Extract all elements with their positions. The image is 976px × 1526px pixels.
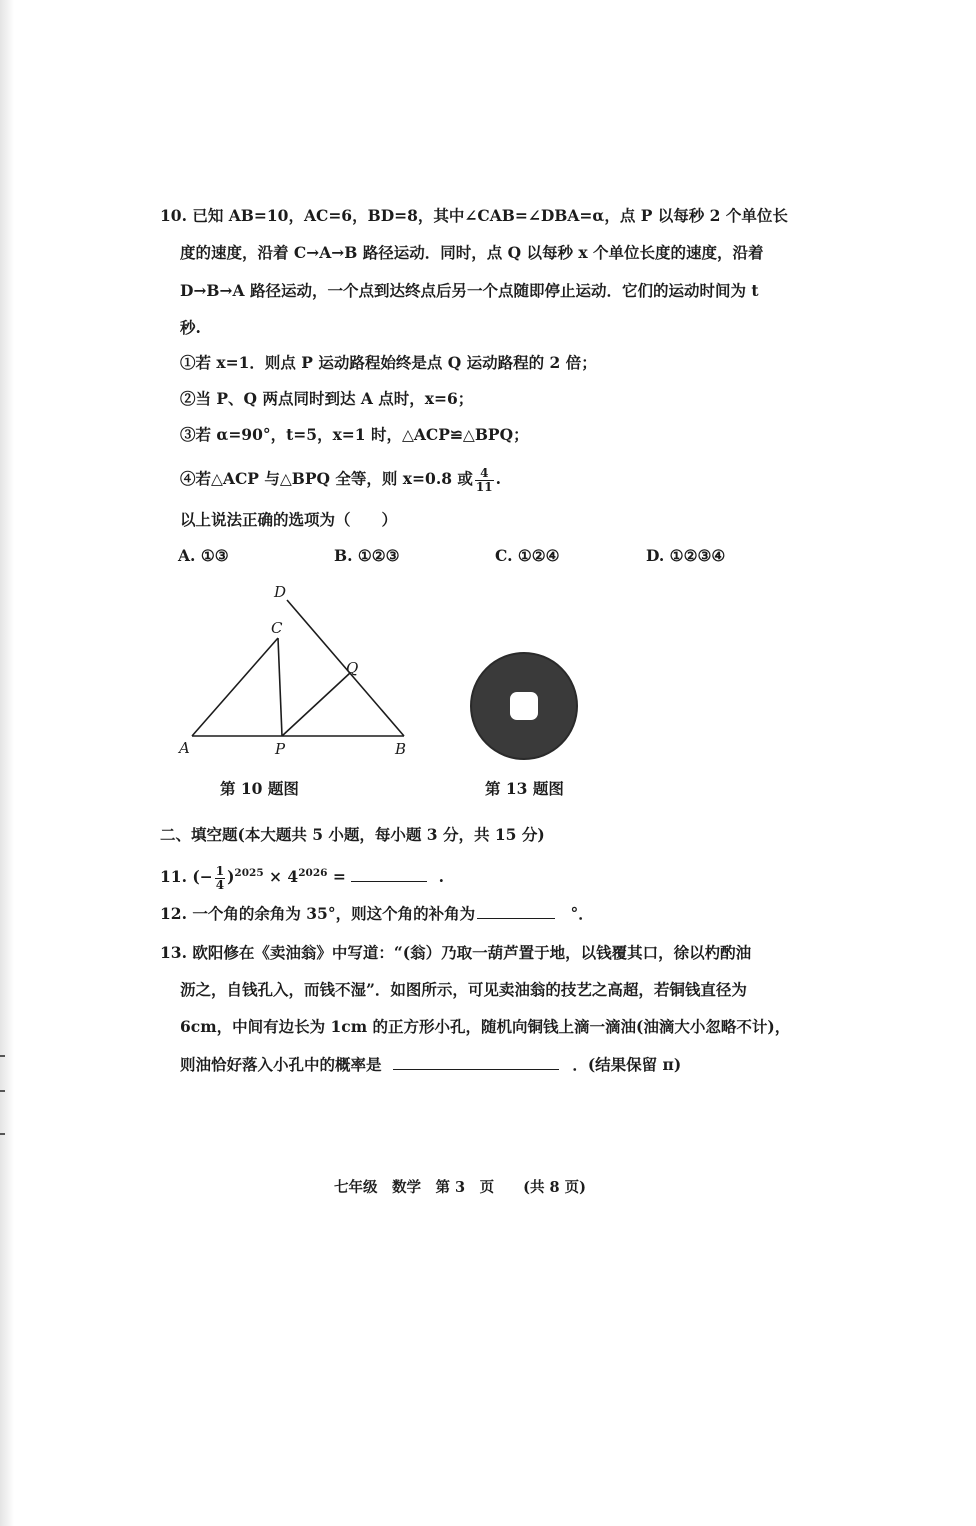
q10-statement-2: ②当 P、Q 两点同时到达 A 点时，x=6； (180, 389, 474, 408)
q10-statement-4-text: ④若△ACP 与△BPQ 全等，则 x=0.8 或 (180, 469, 473, 488)
q11-number: 11. (160, 867, 187, 887)
edge-mark (0, 1055, 5, 1057)
edge-mark (0, 1090, 5, 1092)
segment-pq (282, 673, 350, 736)
q13-figure-caption: 第 13 题图 (485, 779, 564, 798)
q11 (160, 856, 444, 894)
page-footer: 七年级 数学 第 3 页 (共 8 页) (334, 1179, 587, 1196)
q13-line-3: 6cm，中间有边长为 1cm 的正方形小孔，随机向铜钱上滴一滴油(油滴大小忽略不计)， (180, 1017, 791, 1036)
q13-number: 13. (160, 943, 187, 962)
q10-statement-4-end: . (495, 469, 502, 488)
section-2-heading: 二、填空题(本大题共 5 小题，每小题 3 分，共 15 分) (160, 825, 545, 844)
answer-blank[interactable] (351, 867, 427, 882)
option-d: D. ①②③④ (646, 546, 726, 565)
q11-end: . (438, 867, 445, 887)
fraction-numerator: 1 (215, 863, 225, 878)
label-p: P (275, 740, 286, 758)
answer-blank[interactable] (393, 1055, 559, 1070)
q12-end: °． (570, 904, 594, 923)
q11-close: ) (227, 867, 235, 887)
q10-prompt: 以上说法正确的选项为（ ） (180, 510, 398, 529)
q10-line-1 (160, 205, 788, 227)
q10-figure (170, 575, 430, 770)
q11-exponent-1: 2025 (234, 867, 264, 879)
fraction (215, 865, 225, 892)
segment-cp (278, 638, 282, 736)
fraction-denominator: 4 (215, 877, 225, 892)
label-q: Q (346, 659, 359, 677)
segment-ac (192, 638, 278, 736)
option-c: C. ①②④ (495, 546, 560, 565)
label-c: C (271, 619, 283, 637)
q10-figure-caption: 第 10 题图 (220, 779, 299, 798)
option-b: B. ①②③ (334, 546, 400, 565)
answer-blank[interactable] (477, 904, 555, 919)
q12-number: 12. (160, 904, 187, 923)
q10-line-4: 秒. (180, 318, 201, 337)
q12 (160, 903, 594, 925)
q13-line-4 (180, 1054, 681, 1076)
fraction-denominator: 11 (475, 479, 493, 494)
q11-open: (− (192, 867, 213, 887)
fraction-numerator: 4 (475, 467, 494, 481)
edge-mark (0, 1133, 5, 1135)
q13-line-2: 沥之，自钱孔入，而钱不湿”．如图所示，可见卖油翁的技艺之高超，若铜钱直径为 (180, 980, 747, 999)
coin-figure (468, 650, 580, 762)
scan-edge-shadow (0, 0, 14, 1526)
q10-line-3: D→B→A 路径运动，一个点到达终点后另一个点随即停止运动．它们的运动时间为 t (180, 281, 759, 300)
q11-times: × 4 (263, 867, 299, 887)
q12-text: 一个角的余角为 35°，则这个角的补角为 (192, 904, 476, 923)
label-b: B (395, 740, 407, 758)
q13-text-4: 则油恰好落入小孔中的概率是 (180, 1055, 382, 1074)
q13-end: ．(结果保留 π) (572, 1055, 682, 1074)
q10-text-1: 已知 AB=10，AC=6，BD=8，其中∠CAB=∠DBA=α，点 P 以每秒 2 个单位长 (192, 206, 788, 225)
q11-exponent-2: 2026 (298, 867, 328, 879)
q10-statement-3: ③若 α=90°，t=5，x=1 时，△ACP≌△BPQ； (180, 425, 529, 444)
label-d: D (274, 583, 287, 601)
label-a: A (179, 739, 190, 757)
q11-equals: = (327, 867, 346, 887)
option-a: A. ①③ (178, 546, 229, 565)
q13-line-1 (160, 942, 751, 964)
coin-square-hole (510, 692, 538, 720)
q10-statement-1: ①若 x=1．则点 P 运动路程始终是点 Q 运动路程的 2 倍； (180, 353, 597, 372)
q10-statement-4 (180, 461, 501, 497)
q13-text-1: 欧阳修在《卖油翁》中写道：“(翁）乃取一葫芦置于地，以钱覆其口，徐以杓酌油 (192, 943, 752, 962)
fraction (475, 467, 494, 494)
q10-line-2: 度的速度，沿着 C→A→B 路径运动．同时，点 Q 以每秒 x 个单位长度的速度，沿着 (180, 243, 764, 262)
q10-number: 10. (160, 206, 187, 225)
